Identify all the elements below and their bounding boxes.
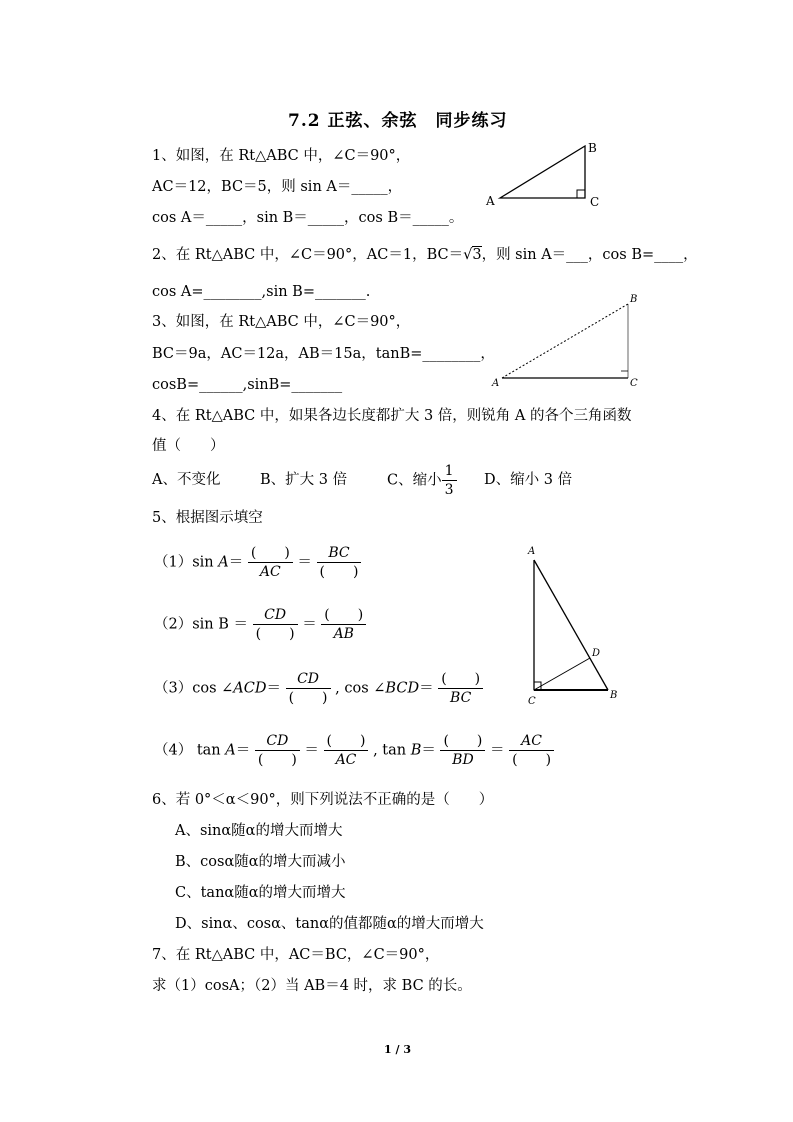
q4-fraction	[442, 462, 457, 499]
f4-frac-4	[509, 732, 554, 769]
q5-label-d: D	[592, 648, 601, 659]
q4-opt-c-label: C、缩小	[387, 472, 442, 489]
q5-formula-4	[154, 732, 554, 769]
q5-formula-1	[154, 544, 361, 581]
f3-den-1: ( )	[288, 690, 328, 706]
q3-line3: cosB=______,sinB=_______	[152, 377, 343, 393]
f4-eq-3: ＝	[421, 742, 436, 759]
f1-frac-1	[248, 544, 293, 581]
q4-frac-num: 1	[442, 462, 457, 481]
q2-line1-pre: 2、在 Rt△ABC 中，∠C＝90°，AC＝1，BC＝	[152, 247, 464, 263]
f4-var-1: A	[225, 742, 236, 759]
f4-mid: , tan	[373, 742, 411, 759]
sqrt-icon: √	[463, 247, 473, 263]
q6-opt-b: B、cosα随α的增大而减小	[175, 854, 346, 870]
f3-mid: , cos ∠	[335, 680, 386, 697]
f4-frac-2	[324, 732, 369, 769]
q4-frac-den: 3	[444, 482, 454, 498]
f3-eq-2: ＝	[419, 680, 434, 697]
f2-frac-1	[253, 606, 298, 643]
q3-triangle-figure	[490, 294, 650, 394]
f4-den-1: ( )	[257, 752, 297, 768]
f1-prefix: （1）sin	[154, 554, 219, 571]
f4-den-2: AC	[335, 752, 357, 768]
f1-eq-2: ＝	[297, 554, 312, 571]
q2-line1	[152, 245, 698, 265]
f3-num-2: ( )	[438, 670, 483, 689]
f1-num-1: ( )	[248, 544, 293, 563]
q1-line3: cos A＝_____，sin B＝_____，cos B＝_____。	[152, 210, 464, 226]
f4-eq-1: ＝	[235, 742, 251, 759]
q3-line2: BC＝9a，AC＝12a，AB＝15a，tanB=________，	[152, 346, 495, 362]
q3-label-c: C	[630, 378, 638, 389]
f1-den-2: ( )	[319, 564, 359, 580]
q4-opt-b: B、扩大 3 倍	[260, 472, 348, 488]
f1-den-1: AC	[259, 564, 281, 580]
f4-den-3: BD	[452, 752, 474, 768]
page-title: 7.2 正弦、余弦 同步练习	[288, 111, 508, 131]
q5-label-b: B	[610, 690, 618, 701]
q6-line1: 6、若 0°＜α＜90°，则下列说法不正确的是（ ）	[152, 792, 494, 808]
q1-label-c: C	[590, 195, 600, 209]
q1-label-b: B	[588, 141, 597, 155]
f1-var: A	[218, 554, 229, 571]
f2-eq: ＝	[302, 616, 317, 633]
f2-den-1: ( )	[255, 626, 295, 642]
q5-formula-2	[154, 606, 366, 643]
page-number: 1 / 3	[384, 1043, 411, 1056]
f4-frac-3	[440, 732, 485, 769]
f4-num-1: CD	[255, 732, 300, 751]
q5-formula-3	[154, 670, 483, 707]
f2-den-2: AB	[333, 626, 354, 642]
f3-frac-2	[438, 670, 483, 707]
q7-line2: 求（1）cosA；（2）当 AB＝4 时，求 BC 的长。	[152, 978, 472, 994]
f1-frac-2	[317, 544, 362, 581]
f2-num-1: CD	[253, 606, 298, 625]
q4-opt-d: D、缩小 3 倍	[484, 472, 573, 488]
q3-label-b: B	[630, 294, 638, 305]
f1-eq: ＝	[228, 554, 244, 571]
q4-opt-a: A、不变化	[152, 472, 221, 488]
q2-sqrt-value: 3	[472, 247, 482, 263]
q1-triangle-figure	[480, 138, 610, 213]
f4-eq-2: ＝	[304, 742, 319, 759]
q5-label-c: C	[528, 696, 536, 707]
q2-line2: cos A=________,sin B=_______.	[152, 284, 371, 300]
q5-label-a: A	[528, 546, 536, 557]
q3-label-a: A	[492, 378, 500, 389]
f3-num-1: CD	[286, 670, 331, 689]
f4-num-4: AC	[509, 732, 554, 751]
f4-var-2: B	[410, 742, 422, 759]
f4-frac-1	[255, 732, 300, 769]
f3-eq-1: ＝	[266, 680, 281, 697]
f3-angle-1: ACD	[233, 680, 267, 697]
q6-opt-c: C、tanα随α的增大而增大	[175, 885, 346, 901]
q4-line2: 值（ ）	[152, 438, 225, 454]
f3-angle-2: BCD	[385, 680, 420, 697]
q7-line1: 7、在 Rt△ABC 中，AC＝BC，∠C＝90°，	[152, 947, 440, 963]
f4-num-2: ( )	[324, 732, 369, 751]
q5-heading: 5、根据图示填空	[152, 510, 263, 526]
q5-triangle-figure	[520, 540, 630, 710]
f1-num-2: BC	[317, 544, 362, 563]
f2-num-2: ( )	[321, 606, 366, 625]
f2-frac-2	[321, 606, 366, 643]
f4-den-4: ( )	[512, 752, 552, 768]
f3-den-2: BC	[450, 690, 472, 706]
f2-prefix: （2）sin B ＝	[154, 616, 249, 633]
q6-opt-d: D、sinα、cosα、tanα的值都随α的增大而增大	[175, 916, 484, 932]
q1-label-a: A	[486, 194, 495, 208]
q4-opt-c	[387, 462, 457, 499]
f3-frac-1	[286, 670, 331, 707]
q1-line2: AC＝12，BC＝5，则 sin A＝_____，	[152, 179, 403, 195]
f4-num-3: ( )	[440, 732, 485, 751]
f4-eq-4: ＝	[490, 742, 505, 759]
q4-line1: 4、在 Rt△ABC 中，如果各边长度都扩大 3 倍，则锐角 A 的各个三角函数	[152, 408, 632, 424]
f4-prefix: （4） tan	[154, 742, 226, 759]
q2-line1-post: ，则 sin A＝___，cos B=____，	[481, 247, 698, 263]
q1-line1: 1、如图，在 Rt△ABC 中，∠C＝90°，	[152, 148, 411, 164]
f3-prefix: （3）cos ∠	[154, 680, 234, 697]
q6-opt-a: A、sinα随α的增大而增大	[175, 823, 343, 839]
q3-line1: 3、如图，在 Rt△ABC 中，∠C＝90°，	[152, 314, 411, 330]
